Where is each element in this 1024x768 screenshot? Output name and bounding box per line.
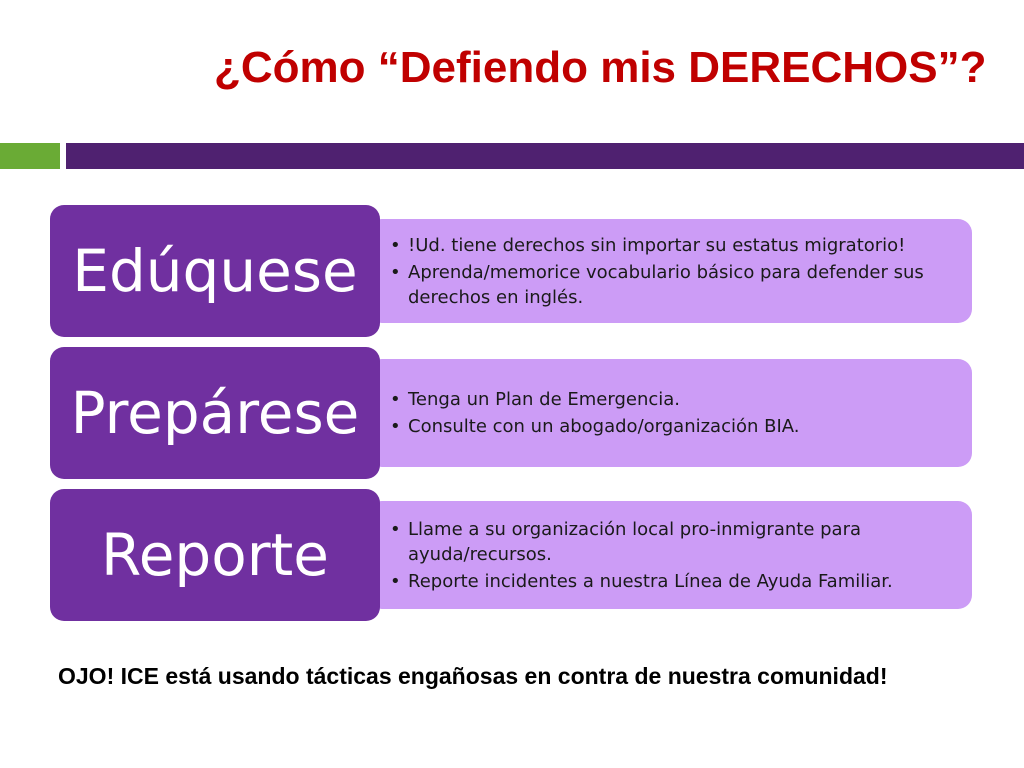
accent-bar-green	[0, 143, 60, 169]
accent-bar-purple	[66, 143, 1024, 169]
slide-title: ¿Cómo “Defiendo mis DERECHOS”?	[214, 43, 987, 92]
row-preparese	[50, 347, 974, 479]
row-eduquese	[50, 205, 974, 337]
content-box-reporte	[368, 501, 972, 609]
bullet-list	[384, 515, 952, 596]
bullet-item: • Aprenda/memorice vocabulario básico para defender sus derechos en inglés.	[408, 260, 952, 310]
bullet-list	[384, 385, 800, 441]
label-box-eduquese: Edúquese	[50, 205, 380, 337]
bullet-item: • Consulte con un abogado/organización BIA.	[408, 414, 800, 439]
label-box-preparese: Prepárese	[50, 347, 380, 479]
bullet-item: • Tenga un Plan de Emergencia.	[408, 387, 800, 412]
bullet-list	[384, 231, 952, 312]
bullet-item: • Reporte incidentes a nuestra Línea de Ayuda Familiar.	[408, 569, 952, 594]
bullet-item: • !Ud. tiene derechos sin importar su estatus migratorio!	[408, 233, 952, 258]
content-box-eduquese	[368, 219, 972, 323]
warning-text-label: OJO! ICE está usando tácticas engañosas en contra de nuestra comunidad!	[58, 663, 888, 689]
row-reporte	[50, 489, 974, 621]
bullet-item: • Llame a su organización local pro-inmigrante para ayuda/recursos.	[408, 517, 952, 567]
warning-text	[58, 660, 958, 692]
label-box-reporte: Reporte	[50, 489, 380, 621]
content-box-preparese	[368, 359, 972, 467]
